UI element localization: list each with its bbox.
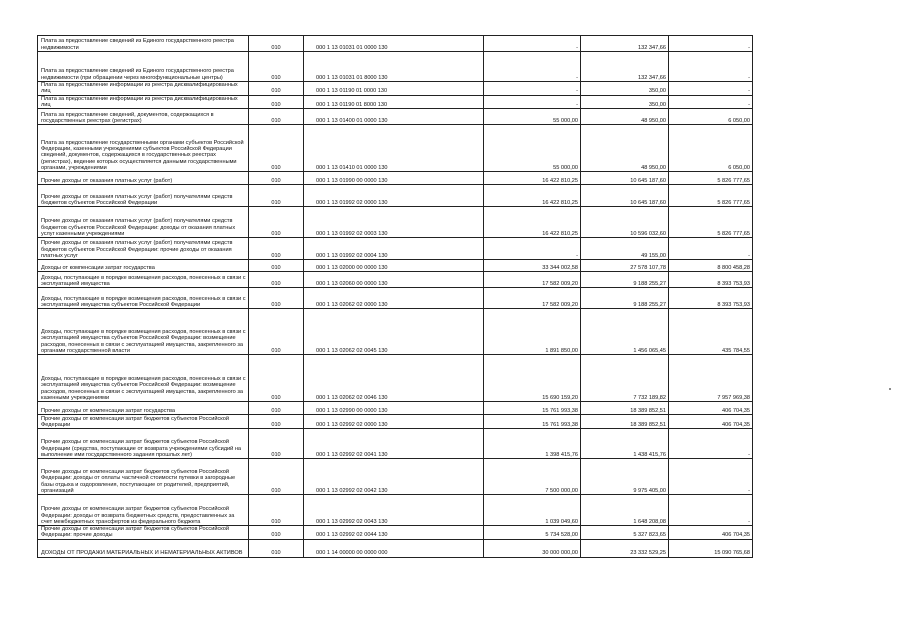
row-plan-amount: -	[484, 82, 581, 96]
row-rest-amount: 6 050,00	[669, 109, 753, 125]
row-code: 010	[249, 207, 304, 238]
row-rest-amount: 435 784,55	[669, 309, 753, 355]
table-row	[38, 95, 753, 109]
row-fact-amount: 27 578 107,78	[581, 260, 669, 272]
row-rest-amount: 7 957 969,38	[669, 355, 753, 402]
table-row	[38, 125, 753, 172]
row-code: 010	[249, 309, 304, 355]
row-kbk: 000 1 13 01990 00 0000 130	[304, 172, 484, 185]
row-rest-amount: -	[669, 459, 753, 495]
row-plan-amount: -	[484, 95, 581, 109]
row-kbk: 000 1 13 01992 02 0004 130	[304, 238, 484, 260]
row-name: Доходы, поступающие в порядке возмещения расходов, понесенных в связи с эксплуатацией имущества	[38, 272, 249, 288]
scan-speck	[889, 388, 891, 390]
row-rest-amount: 5 826 777,65	[669, 207, 753, 238]
row-rest-amount: 5 826 777,65	[669, 172, 753, 185]
row-name: Плата за предоставление информации из реестра дисквалифицированных лиц	[38, 82, 249, 96]
table-row	[38, 288, 753, 309]
row-fact-amount: 23 332 529,25	[581, 539, 669, 557]
row-rest-amount: -	[669, 36, 753, 52]
row-plan-amount: 15 761 993,38	[484, 402, 581, 415]
row-rest-amount: -	[669, 429, 753, 459]
row-plan-amount: 55 000,00	[484, 125, 581, 172]
row-code: 010	[249, 109, 304, 125]
row-fact-amount: 10 645 187,60	[581, 185, 669, 207]
row-name: Доходы, поступающие в порядке возмещения расходов, понесенных в связи с эксплуатацией имущества субъектов Российской Федерации: возмещение расходов, понесенных в связи с эксплуатацией имущества, закрепленного за казенными учреждениями	[38, 355, 249, 402]
row-fact-amount: 18 389 852,51	[581, 402, 669, 415]
table-row	[38, 495, 753, 526]
table-row	[38, 415, 753, 429]
row-plan-amount: 15 690 159,20	[484, 355, 581, 402]
row-code: 010	[249, 429, 304, 459]
row-plan-amount: 16 422 810,25	[484, 185, 581, 207]
row-plan-amount: -	[484, 238, 581, 260]
row-kbk: 000 1 13 02062 02 0045 130	[304, 309, 484, 355]
row-rest-amount: 8 393 753,93	[669, 288, 753, 309]
row-kbk: 000 1 13 02992 02 0041 130	[304, 429, 484, 459]
row-rest-amount: 406 704,35	[669, 402, 753, 415]
revenue-table	[37, 35, 753, 558]
row-name: Прочие доходы от оказания платных услуг (работ) получателями средств бюджетов субъектов Российской Федерации: прочие доходы от оказания платных услуг	[38, 238, 249, 260]
row-kbk: 000 1 13 01410 01 0000 130	[304, 125, 484, 172]
row-fact-amount: 48 950,00	[581, 125, 669, 172]
row-plan-amount: 16 422 810,25	[484, 172, 581, 185]
row-plan-amount: 16 422 810,25	[484, 207, 581, 238]
table-row	[38, 207, 753, 238]
row-name: Прочие доходы от компенсации затрат бюджетов субъектов Российской Федерации	[38, 415, 249, 429]
row-fact-amount: 350,00	[581, 95, 669, 109]
row-name: Плата за предоставление сведений, документов, содержащихся в государственных реестрах (регистрах)	[38, 109, 249, 125]
row-plan-amount: 1 891 850,00	[484, 309, 581, 355]
row-rest-amount: 15 090 765,68	[669, 539, 753, 557]
row-code: 010	[249, 355, 304, 402]
row-rest-amount: -	[669, 82, 753, 96]
row-code: 010	[249, 52, 304, 82]
row-name: Прочие доходы от компенсации затрат бюджетов субъектов Российской Федерации: доходы от оплаты частичной стоимости путевки в загородные базы отдыха и оздоровления, поступающие от родителей, предприятий, организаций	[38, 459, 249, 495]
row-kbk: 000 1 13 02992 02 0043 130	[304, 495, 484, 526]
row-plan-amount: 15 761 993,38	[484, 415, 581, 429]
row-code: 010	[249, 288, 304, 309]
row-rest-amount: -	[669, 495, 753, 526]
row-fact-amount: 5 327 823,65	[581, 526, 669, 540]
row-plan-amount: 1 398 415,76	[484, 429, 581, 459]
table-row	[38, 526, 753, 540]
row-fact-amount: 9 188 255,27	[581, 272, 669, 288]
row-kbk: 000 1 13 02992 02 0042 130	[304, 459, 484, 495]
row-code: 010	[249, 172, 304, 185]
row-rest-amount: 8 393 753,93	[669, 272, 753, 288]
row-fact-amount: 132 347,66	[581, 52, 669, 82]
table-row	[38, 185, 753, 207]
table-row	[38, 36, 753, 52]
row-kbk: 000 1 13 02000 00 0000 130	[304, 260, 484, 272]
row-fact-amount: 350,00	[581, 82, 669, 96]
row-kbk: 000 1 13 01400 01 0000 130	[304, 109, 484, 125]
row-fact-amount: 9 188 255,27	[581, 288, 669, 309]
row-code: 010	[249, 495, 304, 526]
row-name: Доходы, поступающие в порядке возмещения расходов, понесенных в связи с эксплуатацией имущества субъектов Российской Федерации: возмещение расходов, понесенных в связи с эксплуатацией имущества, закрепленного за органами государственной власти	[38, 309, 249, 355]
row-code: 010	[249, 526, 304, 540]
row-kbk: 000 1 13 01031 01 8000 130	[304, 52, 484, 82]
row-kbk: 000 1 13 02992 02 0044 130	[304, 526, 484, 540]
row-fact-amount: 7 732 189,82	[581, 355, 669, 402]
row-plan-amount: 30 000 000,00	[484, 539, 581, 557]
row-code: 010	[249, 95, 304, 109]
row-plan-amount: -	[484, 52, 581, 82]
row-kbk: 000 1 13 01190 01 8000 130	[304, 95, 484, 109]
row-name: Доходы от компенсации затрат государства	[38, 260, 249, 272]
table-row	[38, 459, 753, 495]
table-row	[38, 272, 753, 288]
row-name: Плата за предоставление информации из реестра дисквалифицированных лиц	[38, 95, 249, 109]
row-name: Прочие доходы от компенсации затрат государства	[38, 402, 249, 415]
row-fact-amount: 10 596 032,60	[581, 207, 669, 238]
table-row	[38, 309, 753, 355]
row-kbk: 000 1 14 00000 00 0000 000	[304, 539, 484, 557]
row-rest-amount: 6 050,00	[669, 125, 753, 172]
table-row	[38, 539, 753, 557]
row-name: Плата за предоставление сведений из Единого государственного реестра недвижимости (при обращении через многофункциональные центры)	[38, 52, 249, 82]
row-kbk: 000 1 13 02062 02 0046 130	[304, 355, 484, 402]
row-code: 010	[249, 185, 304, 207]
row-fact-amount: 1 438 415,76	[581, 429, 669, 459]
row-rest-amount: -	[669, 238, 753, 260]
row-kbk: 000 1 13 01992 02 0000 130	[304, 185, 484, 207]
row-rest-amount: 406 704,35	[669, 526, 753, 540]
table-row	[38, 52, 753, 82]
row-name: Плата за предоставление сведений из Единого государственного реестра недвижимости	[38, 36, 249, 52]
table-row	[38, 109, 753, 125]
row-fact-amount: 1 648 208,08	[581, 495, 669, 526]
row-name: ДОХОДЫ ОТ ПРОДАЖИ МАТЕРИАЛЬНЫХ И НЕМАТЕРИАЛЬНЫХ АКТИВОВ	[38, 539, 249, 557]
row-name: Прочие доходы от оказания платных услуг (работ) получателями средств бюджетов субъектов Российской Федерации: доходы от оказания платных услуг казенными учреждениями	[38, 207, 249, 238]
row-fact-amount: 48 950,00	[581, 109, 669, 125]
row-plan-amount: 55 000,00	[484, 109, 581, 125]
row-code: 010	[249, 238, 304, 260]
table-row	[38, 355, 753, 402]
table-row	[38, 172, 753, 185]
row-plan-amount: 7 500 000,00	[484, 459, 581, 495]
row-code: 010	[249, 36, 304, 52]
row-kbk: 000 1 13 01031 01 0000 130	[304, 36, 484, 52]
row-fact-amount: 49 155,00	[581, 238, 669, 260]
row-name: Доходы, поступающие в порядке возмещения расходов, понесенных в связи с эксплуатацией имущества субъектов Российской Федерации	[38, 288, 249, 309]
row-kbk: 000 1 13 02990 00 0000 130	[304, 402, 484, 415]
row-name: Плата за предоставление государственными органами субъектов Российской Федерации, казенными учреждениями субъектов Российской Федерации сведений, документов, содержащихся в государственных реестрах (регистрах), ведение которых осуществляется данными государственными органами, учреждениями	[38, 125, 249, 172]
table-row	[38, 238, 753, 260]
table-row	[38, 429, 753, 459]
row-code: 010	[249, 459, 304, 495]
row-name: Прочие доходы от оказания платных услуг (работ) получателями средств бюджетов субъектов Российской Федерации	[38, 185, 249, 207]
row-kbk: 000 1 13 02060 00 0000 130	[304, 272, 484, 288]
row-code: 010	[249, 415, 304, 429]
row-name: Прочие доходы от компенсации затрат бюджетов субъектов Российской Федерации: доходы от возврата бюджетных средств, предоставленных за счет межбюджетных трансфертов из федерального бюджета	[38, 495, 249, 526]
row-plan-amount: 5 734 528,00	[484, 526, 581, 540]
row-fact-amount: 132 347,66	[581, 36, 669, 52]
row-code: 010	[249, 402, 304, 415]
row-code: 010	[249, 539, 304, 557]
row-fact-amount: 10 645 187,60	[581, 172, 669, 185]
row-code: 010	[249, 260, 304, 272]
row-plan-amount: 33 344 002,58	[484, 260, 581, 272]
row-code: 010	[249, 272, 304, 288]
row-rest-amount: -	[669, 95, 753, 109]
row-rest-amount: -	[669, 52, 753, 82]
row-kbk: 000 1 13 02062 02 0000 130	[304, 288, 484, 309]
row-name: Прочие доходы от компенсации затрат бюджетов субъектов Российской Федерации (средства, поступающие от возврата учреждениями субсидий на выполнение ими государственного задания прошлых лет)	[38, 429, 249, 459]
table-row	[38, 82, 753, 96]
row-plan-amount: 1 039 049,60	[484, 495, 581, 526]
row-fact-amount: 18 389 852,51	[581, 415, 669, 429]
row-plan-amount: 17 582 009,20	[484, 272, 581, 288]
row-kbk: 000 1 13 02992 02 0000 130	[304, 415, 484, 429]
row-fact-amount: 1 456 065,45	[581, 309, 669, 355]
row-kbk: 000 1 13 01992 02 0003 130	[304, 207, 484, 238]
row-rest-amount: 406 704,35	[669, 415, 753, 429]
row-name: Прочие доходы от оказания платных услуг (работ)	[38, 172, 249, 185]
table-row	[38, 402, 753, 415]
row-kbk: 000 1 13 01190 01 0000 130	[304, 82, 484, 96]
row-code: 010	[249, 125, 304, 172]
row-rest-amount: 5 826 777,65	[669, 185, 753, 207]
table-row	[38, 260, 753, 272]
row-name: Прочие доходы от компенсации затрат бюджетов субъектов Российской Федерации: прочие доходы	[38, 526, 249, 540]
row-rest-amount: 8 800 458,28	[669, 260, 753, 272]
row-fact-amount: 9 975 405,00	[581, 459, 669, 495]
row-code: 010	[249, 82, 304, 96]
row-plan-amount: -	[484, 36, 581, 52]
row-plan-amount: 17 582 009,20	[484, 288, 581, 309]
